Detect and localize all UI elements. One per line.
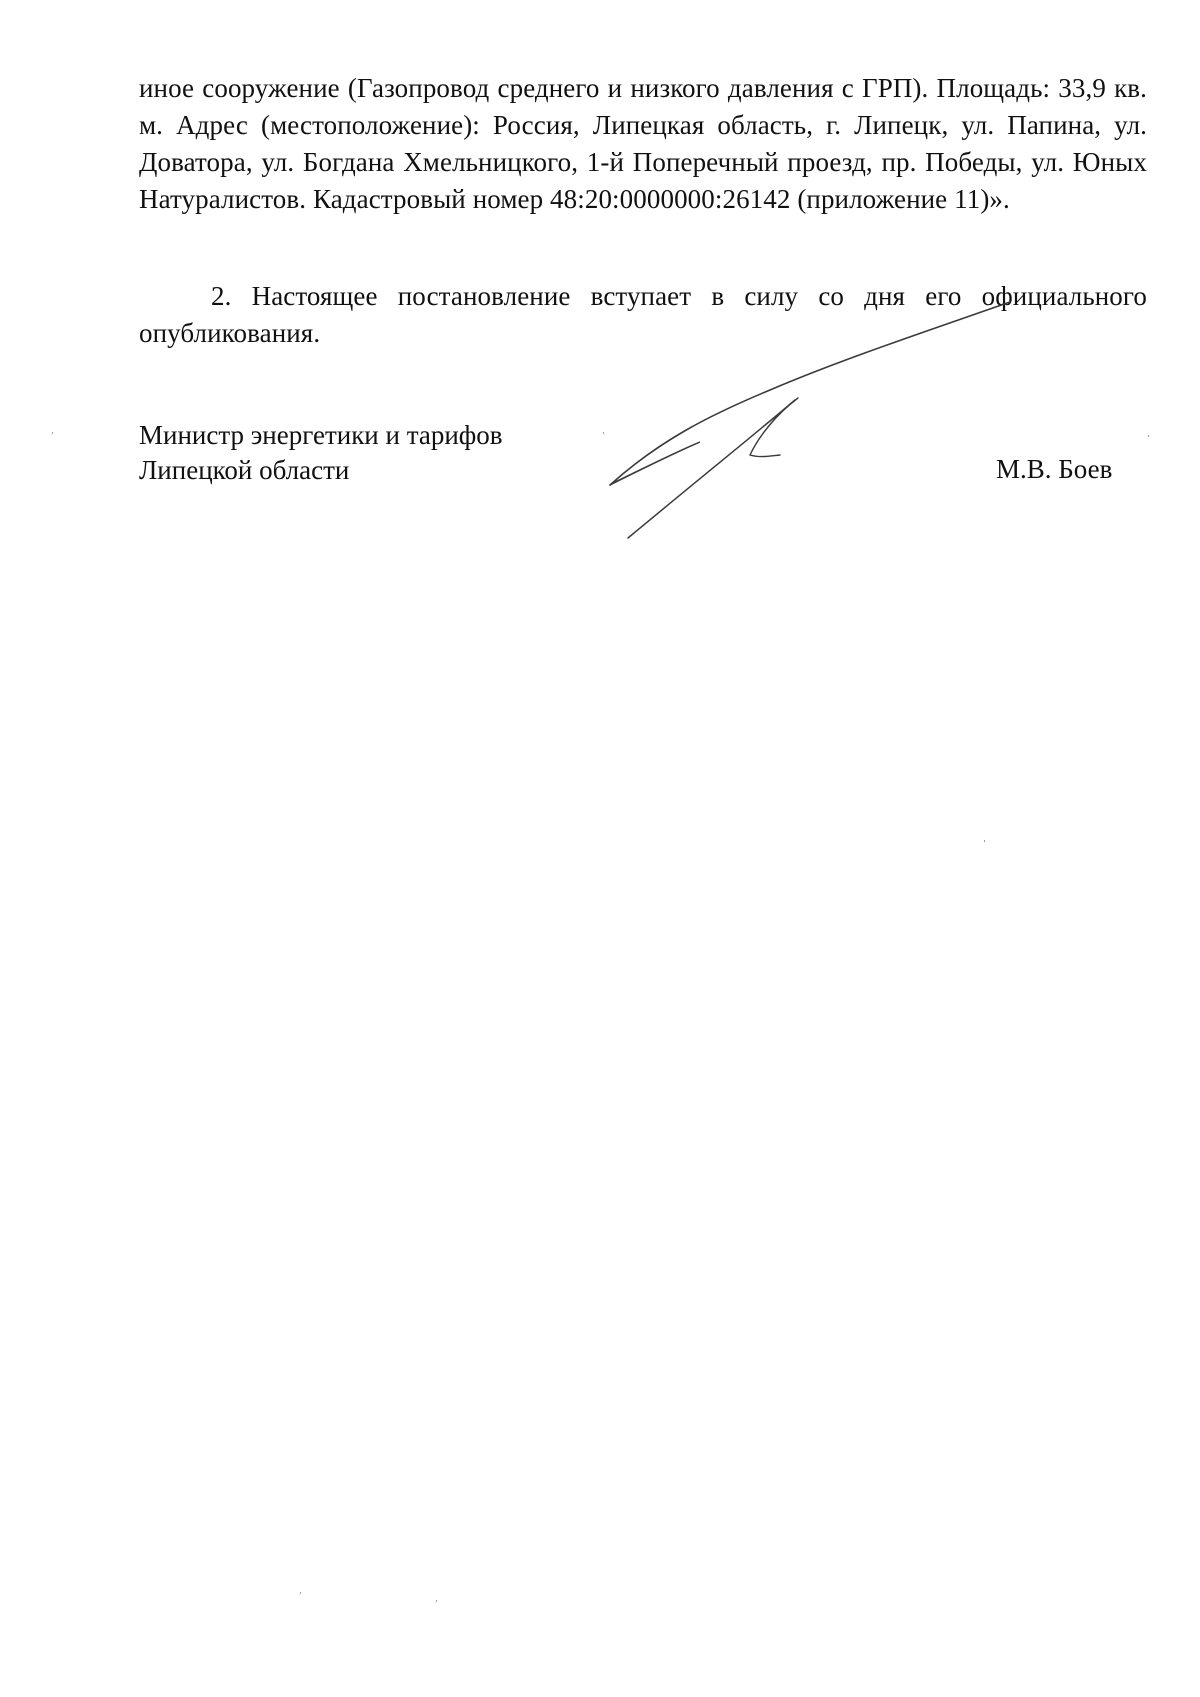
signatory-title-line-1: Министр энергетики и тарифов (139, 420, 503, 450)
signatory-title (139, 418, 503, 488)
scan-speck (436, 1600, 437, 1602)
scan-speck (984, 840, 985, 842)
signatory-title-line-2: Липецкой области (139, 455, 350, 485)
signatory-name: М.В. Боев (996, 454, 1113, 484)
scan-speck (52, 432, 53, 434)
paragraph-effective-date: 2. Настоящее постановление вступает в силу со дня его официального опубликования. (139, 281, 1147, 348)
scan-speck (300, 1592, 301, 1594)
paragraph-continuation: иное сооружение (Газопровод среднего и низкого давления с ГРП). Площадь: 33,9 кв. м. Адрес (местоположение): Россия, Липецкая область, г. Липецк, ул. Папина, ул. Доватора, ул. Богдана Хмельницкого, 1-й Поперечный проезд, пр. Победы, ул. Юных Натуралистов. Кадастровый номер 48:20:0000000:26142 (приложение 11)». (139, 73, 1147, 214)
scan-speck (1148, 435, 1149, 437)
scan-speck (603, 432, 604, 434)
handwritten-signature (600, 290, 1020, 550)
